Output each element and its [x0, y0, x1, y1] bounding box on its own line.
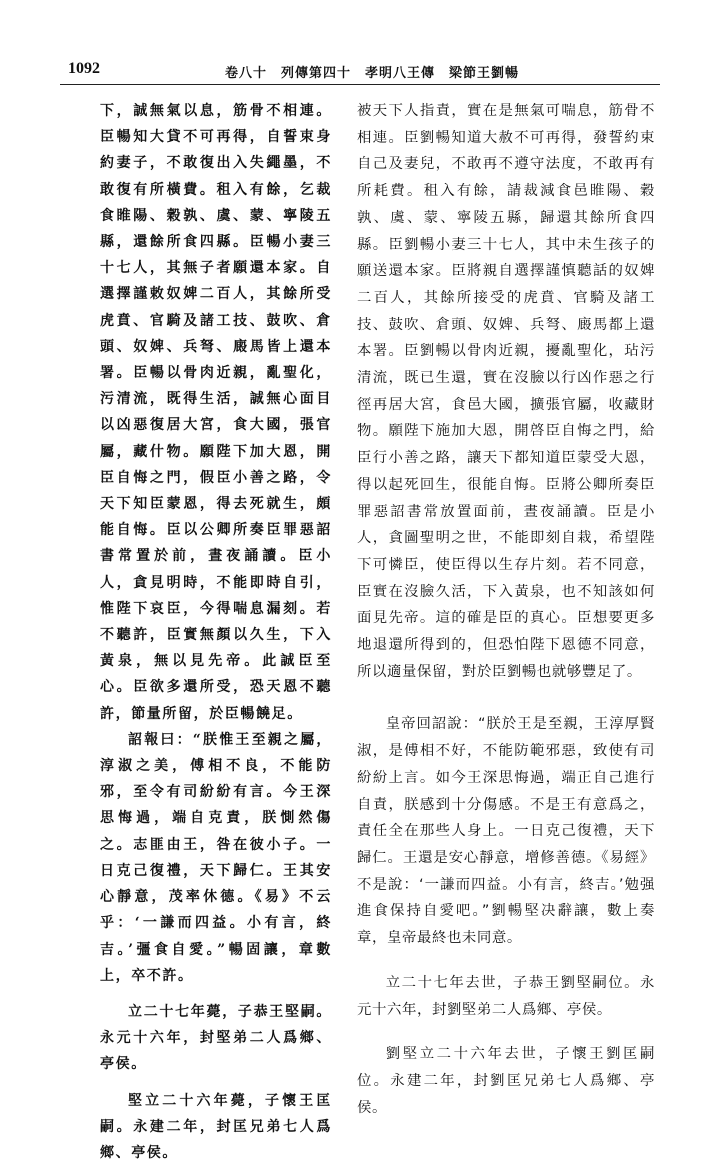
running-head: 卷八十 列傳第四十 孝明八王傳 梁節王劉暢: [225, 66, 520, 81]
classical-text-column: [100, 98, 332, 1166]
header-rule: [60, 84, 660, 85]
page-header: [60, 58, 660, 84]
translation-paragraph-succession-jian: 立二十七年去世，子恭王劉堅嗣位。永元十六年，封劉堅弟二人爲鄉、亭侯。: [357, 974, 655, 1018]
vernacular-translation-column: [357, 98, 655, 1121]
classical-paragraph-edict: 詔報曰：“朕惟王至親之屬，淳淑之美，傅相不良，不能防邪，至令有司紛紛有言。今王深思悔過，端自克責，朕惻然傷之。志匪由王，咎在彼小子。一日克己復禮，天下歸仁。王其安心靜意，茂率休德。《易》不云乎：‘一謙而四益。小有言，終吉。’彊食自愛。”暢固讓，章數上，卒不許。: [100, 731, 332, 984]
translation-paragraph-memorial: 被天下人指責，實在是無氣可喘息，筋骨不相連。臣劉暢知道大赦不可再得，發誓約束自己及妻兒，不敢再不遵守法度，不敢再有所耗費。租入有餘，請裁減食邑睢陽、穀孰、虞、蒙、寧陵五縣，歸還其餘所食四縣。臣劉暢小妻三十七人，其中未生孩子的願送還本家。臣將親自選擇謹慎聽話的奴婢二百人，其餘所接受的虎賁、官騎及諸工技、鼓吹、倉頭、奴婢、兵弩、廄馬都上還本署。臣劉暢以骨肉近親，擾亂聖化，玷污清流，既已生還，實在沒臉以行凶作惡之行徑再居大宮，食邑大國，擴張官屬，收藏財物。願陛下施加大恩，開啓臣自悔之門，給臣行小善之路，讓天下都知道臣蒙受大恩，得以起死回生，很能自悔。臣將公卿所奏臣罪惡詔書常放置面前，晝夜誦讀。臣是小人，貪圖聖明之世，不能即刻自栽，希望陛下可憐臣，使臣得以生存片刻。若不同意，臣實在沒臉久活，下入黃泉，也不知該如何面見先帝。這的確是臣的真心。臣想要更多地退還所得到的，但恐怕陛下恩德不同意，所以適量保留，對於臣劉暢也就够豐足了。: [357, 103, 655, 680]
translation-paragraph-succession-kuang: 劉堅立二十六年去世，子懷王劉匡嗣位。永建二年，封劉匡兄弟七人爲鄉、亭侯。: [357, 1046, 655, 1116]
translation-paragraph-edict: 皇帝回詔說：“朕於王是至親，王淳厚賢淑，是傅相不好，不能防範邪惡，致使有司紛紛上言。如今王深思悔過，端正自己進行自責，朕感到十分傷感。不是王有意爲之，責任全在那些人身上。一日克己復禮，天下歸仁。王還是安心靜意，增修善德。《易經》不是說：‘一謙而四益。小有言，終吉。’勉强進食保持自愛吧。”劉暢堅决辭讓，數上奏章，皇帝最終也未同意。: [357, 716, 655, 947]
page-number: 1092: [68, 60, 100, 77]
classical-paragraph-succession-jian: 立二十七年薨，子恭王堅嗣。永元十六年，封堅弟二人爲鄉、亭侯。: [100, 1003, 332, 1073]
classical-paragraph-succession-kuang: 堅立二十六年薨，子懷王匡嗣。永建二年，封匡兄弟七人爲鄉、亭侯。: [100, 1092, 332, 1161]
classical-paragraph-memorial: 下，誠無氣以息，筋骨不相連。臣暢知大貸不可再得，自誓束身約妻子，不敢復出入失繩墨，不敢復有所橫費。租入有餘，乞裁食睢陽、穀孰、虞、蒙、寧陵五縣，還餘所食四縣。臣暢小妻三十七人，其無子者願還本家。自選擇謹敕奴婢二百人，其餘所受虎賁、官騎及諸工技、鼓吹、倉頭、奴婢、兵弩、廄馬皆上還本署。臣暢以骨肉近親，亂聖化，污清流，既得生活，誠無心面目以凶惡復居大宮，食大國，張官屬，藏什物。願陛下加大恩，開臣自悔之門，假臣小善之路，令天下知臣蒙恩，得去死就生，頗能自悔。臣以公卿所奏臣罪惡詔書常置於前，晝夜誦讀。臣小人，貪見明時，不能即時自引，惟陛下哀臣，今得喘息漏刻。若不聽許，臣實無顏以久生，下入黃泉，無以見先帝。此誠臣至心。臣欲多還所受，恐天恩不聽許，節量所留，於臣暢饒足。: [100, 103, 332, 722]
